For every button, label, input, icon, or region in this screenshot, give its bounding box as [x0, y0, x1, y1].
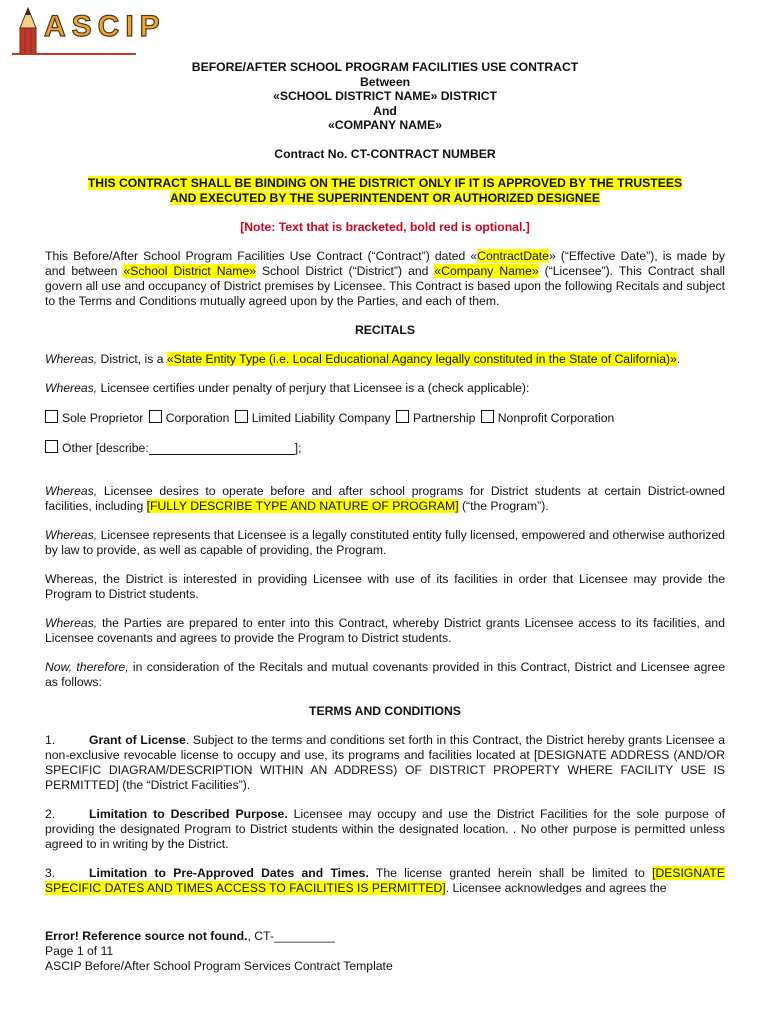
option-label: Corporation: [165, 410, 230, 425]
recital-end: .: [676, 351, 681, 366]
document-page: [45, 60, 725, 896]
whereas-label: Whereas,: [45, 615, 98, 630]
licensee-type-checkboxes: [45, 410, 725, 426]
now-therefore-label: Now, therefore,: [45, 659, 129, 674]
and-label: And: [373, 103, 397, 118]
other-end: ];: [294, 440, 302, 455]
recital-text: Licensee desires to operate before and after school programs for District students at certain District-owned facilities, including: [45, 483, 725, 513]
terms-heading: TERMS AND CONDITIONS: [309, 703, 461, 718]
recital-text: District, is a: [97, 351, 167, 366]
recital-district-interest: Whereas, the District is interested in providing Licensee with use of its facilities in order that Licensee may provide the Program to District students.: [45, 571, 725, 601]
contract-number: Contract No. CT-CONTRACT NUMBER: [274, 146, 496, 161]
intro-text-3: School District (“District”) and: [256, 263, 435, 278]
other-label: Other [describe:: [62, 440, 149, 455]
footer-reference: [45, 929, 393, 944]
contract-header: [45, 60, 725, 162]
binding-notice: [45, 176, 725, 206]
district-name-field: «School District Name»: [123, 263, 257, 278]
recitals-heading: RECITALS: [354, 322, 416, 337]
recital-text: in consideration of the Recitals and mutual covenants provided in this Contract, District and Licensee agree as follows:: [45, 659, 725, 689]
state-entity-field: «State Entity Type (i.e. Local Educational Agancy legally constituted in the State of California)»: [166, 351, 677, 366]
template-name: ASCIP Before/After School Program Services Contract Template: [45, 959, 393, 973]
company-placeholder: «COMPANY NAME»: [328, 118, 442, 133]
recital-text: Licensee represents that Licensee is a legally constituted entity fully licensed, empowered and otherwise authorized by law to provide, as well as capable of providing, the Program.: [45, 527, 725, 557]
term-grant-of-license: [45, 733, 725, 793]
intro-text-2: » (“Effective Date”), is made by and between: [45, 248, 725, 278]
checkbox-nonprofit[interactable]: [481, 410, 494, 423]
program-description-field: [FULLY DESCRIBE TYPE AND NATURE OF PROGRAM]: [146, 498, 459, 513]
recital-state-entity: [45, 352, 725, 367]
company-name-field: «Company Name»: [434, 263, 539, 278]
term-number: 1.: [45, 732, 56, 747]
term-described-purpose: [45, 807, 725, 852]
term-pre-approved-dates: [45, 866, 725, 896]
checkbox-partnership[interactable]: [396, 410, 409, 423]
intro-text-1: This Before/After School Program Facilities Use Contract (“Contract”) dated «: [45, 248, 478, 263]
other-describe-field[interactable]: [149, 442, 295, 455]
contract-date-field: ContractDate: [477, 248, 549, 263]
ascip-logo: [8, 6, 166, 56]
optional-text-note: [Note: Text that is bracketed, bold red is optional.]: [240, 219, 530, 234]
term-number: 3.: [45, 865, 56, 880]
recital-text: Licensee certifies under penalty of perjury that Licensee is a (check applicable):: [97, 380, 530, 395]
term-text: Licensee may occupy and use the District Facilities for the sole purpose of providing the designated Program to District students within the designated location. . No other purpose is permitted unless agreed to in writing by the District.: [45, 806, 726, 851]
intro-text-4: (“Licensee”). This Contract shall govern all use and occupancy of District premises by Licensee. This Contract is based upon the following Recitals and subject to the Terms and Conditions mutually agreed upon by the Parties, and each of them.: [45, 263, 726, 308]
district-placeholder: «SCHOOL DISTRICT NAME» DISTRICT: [273, 89, 497, 104]
recital-now-therefore: [45, 660, 725, 690]
recital-legally-constituted: [45, 528, 725, 558]
term-title: Grant of License: [89, 732, 186, 747]
term-text-end: . Licensee acknowledges and agrees the: [445, 880, 667, 895]
checkbox-other[interactable]: [45, 440, 58, 453]
page-number: Page 1 of 11: [45, 944, 114, 958]
checkbox-llc[interactable]: [235, 410, 248, 423]
page-footer: [45, 929, 393, 974]
binding-notice-line2: AND EXECUTED BY THE SUPERINTENDENT OR AUTHORIZED DESIGNEE: [170, 190, 600, 205]
recital-licensee-type: [45, 381, 725, 396]
term-text: . Subject to the terms and conditions set forth in this Contract, the District hereby grants Licensee a non-exclusive revocable license to occupy and use, its programs and facilities located at [DESIGNATE ADDRESS (AND/OR SPECIFIC DIAGRAM/DESCRIPTION WITHIN AN ADDRESS) OF DISTRICT PROPERTY WHERE FACILITY USE IS PERMITTED] (the “District Facilities”).: [45, 732, 726, 792]
intro-paragraph: [45, 249, 725, 309]
recital-parties-prepared: [45, 616, 725, 646]
dates-times-field: [DESIGNATE SPECIFIC DATES AND TIMES ACCESS TO FACILITIES IS PERMITTED]: [45, 865, 725, 895]
licensee-type-other: [45, 440, 725, 456]
binding-notice-line1: THIS CONTRACT SHALL BE BINDING ON THE DISTRICT ONLY IF IT IS APPROVED BY THE TRUSTEES: [87, 175, 683, 190]
recital-program: [45, 484, 725, 514]
recital-end: (“the Program”).: [458, 498, 549, 513]
whereas-label: Whereas,: [45, 380, 98, 395]
pencil-logo-icon: [8, 6, 48, 58]
reference-error: Error! Reference source not found.: [45, 929, 248, 943]
contract-title: BEFORE/AFTER SCHOOL PROGRAM FACILITIES USE CONTRACT: [191, 60, 579, 74]
term-text: The license granted herein shall be limited to: [368, 865, 653, 880]
checkbox-corporation[interactable]: [149, 410, 162, 423]
term-number: 2.: [45, 806, 56, 821]
term-title: Limitation to Pre-Approved Dates and Times.: [89, 865, 369, 880]
between-label: Between: [359, 74, 411, 89]
whereas-label: Whereas,: [45, 351, 98, 366]
option-label: Sole Proprietor: [62, 410, 144, 425]
logo-text: ASCIP: [44, 10, 166, 43]
whereas-label: Whereas,: [45, 527, 98, 542]
option-label: Nonprofit Corporation: [497, 410, 615, 425]
term-title: Limitation to Described Purpose.: [89, 806, 288, 821]
checkbox-sole-proprietor[interactable]: [45, 410, 58, 423]
recital-text: the Parties are prepared to enter into this Contract, whereby District grants Licensee access to its facilities, and Licensee covenants and agrees to provide the Program to District students.: [45, 615, 725, 645]
whereas-label: Whereas,: [45, 483, 98, 498]
contract-ref-tail: , CT-_________: [247, 929, 335, 943]
option-label: Limited Liability Company: [251, 410, 391, 425]
option-label: Partnership: [413, 410, 476, 425]
